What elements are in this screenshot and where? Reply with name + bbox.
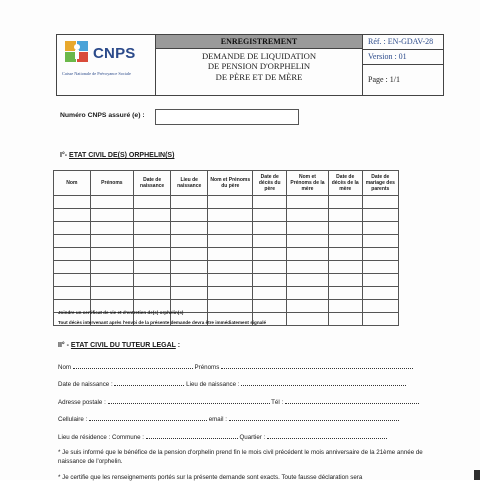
- prenoms-label: Prénoms: [194, 364, 220, 371]
- table-cell[interactable]: [90, 235, 133, 248]
- date-naissance-label: Date de naissance :: [58, 381, 113, 388]
- lieu-naissance-field[interactable]: [241, 379, 406, 386]
- table-cell[interactable]: [253, 248, 287, 261]
- table-cell[interactable]: [54, 235, 91, 248]
- email-field[interactable]: [229, 414, 399, 421]
- table-cell[interactable]: [171, 196, 208, 209]
- title-line: DE PENSION D'ORPHELIN: [207, 61, 311, 72]
- column-header: Date de mariage des parents: [362, 171, 398, 196]
- birth-line: [58, 379, 406, 388]
- table-cell[interactable]: [287, 196, 329, 209]
- section2-colon: :: [175, 342, 181, 349]
- reference-code: Réf. : EN-GDAV-28: [363, 35, 443, 50]
- table-cell[interactable]: [90, 287, 133, 300]
- table-cell[interactable]: [208, 209, 253, 222]
- table-cell[interactable]: [171, 274, 208, 287]
- table-cell[interactable]: [287, 248, 329, 261]
- commune-field[interactable]: [146, 432, 238, 439]
- table-cell[interactable]: [287, 287, 329, 300]
- table-cell[interactable]: [253, 261, 287, 274]
- section2-title: ETAT CIVIL DU TUTEUR LEGAL: [70, 342, 176, 349]
- cnps-logo-icon: [65, 41, 89, 63]
- table-row: [54, 209, 399, 222]
- table-cell[interactable]: [171, 248, 208, 261]
- cnps-number-field[interactable]: [155, 109, 299, 125]
- table-cell[interactable]: [90, 261, 133, 274]
- logo-subtitle: Caisse Nationale de Prévoyance Sociale: [62, 71, 131, 76]
- table-row: [54, 222, 399, 235]
- table-cell[interactable]: [362, 261, 398, 274]
- quartier-field[interactable]: [267, 432, 387, 439]
- section-banner: ENREGISTREMENT: [156, 35, 362, 49]
- table-cell[interactable]: [328, 274, 362, 287]
- prenoms-field[interactable]: [221, 362, 413, 369]
- table-cell[interactable]: [134, 287, 171, 300]
- table-cell[interactable]: [362, 313, 398, 326]
- table-cell[interactable]: [253, 235, 287, 248]
- table-cell[interactable]: [171, 235, 208, 248]
- orphans-table: [53, 170, 399, 326]
- table-cell[interactable]: [328, 196, 362, 209]
- table-cell[interactable]: [208, 300, 253, 313]
- table-cell[interactable]: [134, 209, 171, 222]
- adresse-label: Adresse postale :: [58, 399, 106, 406]
- table-cell[interactable]: [287, 235, 329, 248]
- logo-cell: [57, 35, 156, 95]
- table-cell[interactable]: [208, 274, 253, 287]
- table-cell[interactable]: [362, 300, 398, 313]
- cnps-number-label: Numéro CNPS assuré (e) :: [60, 112, 145, 119]
- column-header: Nom et Prénoms de la mère: [287, 171, 329, 196]
- column-header: Lieu de naissance: [171, 171, 208, 196]
- email-label: email :: [208, 416, 227, 423]
- tel-field[interactable]: [285, 397, 419, 404]
- table-cell[interactable]: [362, 248, 398, 261]
- table-cell[interactable]: [134, 274, 171, 287]
- table-cell[interactable]: [134, 222, 171, 235]
- address-line: [58, 397, 419, 406]
- death-report-note: Tout décès intervenant après l'envoi de la présente demande devra être immédiatement signalé: [58, 320, 267, 325]
- residence-label: Lieu de résidence : Commune :: [58, 434, 144, 441]
- section1-number: I°-: [60, 152, 68, 159]
- title-cell: [156, 35, 363, 95]
- table-cell[interactable]: [90, 274, 133, 287]
- table-cell[interactable]: [90, 222, 133, 235]
- table-row: [54, 235, 399, 248]
- table-row: [54, 196, 399, 209]
- title-line: DEMANDE DE LIQUIDATION: [201, 51, 317, 61]
- document-header: [56, 34, 444, 96]
- table-cell[interactable]: [287, 222, 329, 235]
- table-cell[interactable]: [253, 287, 287, 300]
- table-cell[interactable]: [362, 196, 398, 209]
- logo-text: CNPS: [93, 45, 136, 62]
- table-cell[interactable]: [171, 287, 208, 300]
- column-header: Date de décès de la mère: [328, 171, 362, 196]
- table-cell[interactable]: [208, 287, 253, 300]
- table-cell[interactable]: [90, 248, 133, 261]
- contact-line: [58, 414, 399, 423]
- table-cell[interactable]: [54, 248, 91, 261]
- table-cell[interactable]: [287, 274, 329, 287]
- table-row: [54, 287, 399, 300]
- pension-footnote: * Je suis informé que le bénéfice de la pension d'orphelin prend fin le mois civil précédent le mois anniversaire de la 21ème année de naissance de l'orphelin.: [58, 449, 423, 465]
- table-cell[interactable]: [54, 287, 91, 300]
- table-body: [54, 196, 399, 326]
- section2-number: II° -: [58, 342, 69, 349]
- table-cell[interactable]: [253, 274, 287, 287]
- column-header: Date de décès du père: [253, 171, 287, 196]
- table-cell[interactable]: [287, 261, 329, 274]
- table-cell[interactable]: [328, 261, 362, 274]
- table-cell[interactable]: [208, 248, 253, 261]
- table-cell[interactable]: [362, 209, 398, 222]
- table-cell[interactable]: [208, 196, 253, 209]
- date-naissance-field[interactable]: [114, 379, 184, 386]
- table-cell[interactable]: [208, 235, 253, 248]
- table-header-row: [54, 171, 399, 196]
- column-header: Nom: [54, 171, 91, 196]
- table-cell[interactable]: [253, 222, 287, 235]
- title-line: DE PÈRE ET DE MÈRE: [215, 71, 303, 82]
- table-row: [54, 248, 399, 261]
- name-line: [58, 362, 413, 371]
- table-cell[interactable]: [54, 209, 91, 222]
- table-cell[interactable]: [208, 222, 253, 235]
- table-cell[interactable]: [328, 222, 362, 235]
- reference-cell: [363, 35, 443, 95]
- table-cell[interactable]: [328, 300, 362, 313]
- table-cell[interactable]: [328, 248, 362, 261]
- adresse-field[interactable]: [108, 397, 270, 404]
- table-cell[interactable]: [362, 287, 398, 300]
- page-number: Page : 1/1: [368, 75, 400, 84]
- quartier-label: Quartier :: [239, 434, 266, 441]
- table-cell[interactable]: [287, 209, 329, 222]
- column-header: Prénoms: [90, 171, 133, 196]
- residence-line: [58, 432, 387, 441]
- table-cell[interactable]: [171, 261, 208, 274]
- column-header: Nom et Prénoms du père: [208, 171, 253, 196]
- scan-edge-mark: [474, 470, 480, 480]
- table-cell[interactable]: [362, 274, 398, 287]
- table-cell[interactable]: [54, 222, 91, 235]
- table-cell[interactable]: [253, 300, 287, 313]
- section1-heading: [60, 152, 174, 159]
- table-cell[interactable]: [362, 235, 398, 248]
- document-title: [156, 49, 362, 95]
- table-cell[interactable]: [208, 261, 253, 274]
- table-cell[interactable]: [287, 313, 329, 326]
- column-header: Date de naissance: [134, 171, 171, 196]
- cellulaire-field[interactable]: [89, 414, 207, 421]
- table-cell[interactable]: [253, 209, 287, 222]
- table-cell[interactable]: [362, 222, 398, 235]
- version-label: Version : 01: [363, 50, 443, 65]
- certification-footnote: * Je certifie que les renseignements portés sur la présente demande sont exacts. Toute fausse déclaration sera: [58, 474, 363, 481]
- table-cell[interactable]: [328, 287, 362, 300]
- table-cell[interactable]: [134, 235, 171, 248]
- table-cell[interactable]: [328, 235, 362, 248]
- table-cell[interactable]: [54, 196, 91, 209]
- table-cell[interactable]: [134, 261, 171, 274]
- table-row: [54, 261, 399, 274]
- table-cell[interactable]: [287, 300, 329, 313]
- section2-heading: [58, 342, 180, 349]
- section1-title: ETAT CIVIL DE(S) ORPHELIN(S): [69, 152, 175, 159]
- table-cell[interactable]: [90, 196, 133, 209]
- cellulaire-label: Cellulaire :: [58, 416, 88, 423]
- nom-label: Nom: [58, 364, 72, 371]
- table-cell[interactable]: [253, 196, 287, 209]
- table-cell[interactable]: [328, 209, 362, 222]
- table-cell[interactable]: [54, 261, 91, 274]
- table-cell[interactable]: [171, 209, 208, 222]
- lieu-naissance-label: Lieu de naissance :: [186, 381, 240, 388]
- table-row: [54, 274, 399, 287]
- table-cell[interactable]: [171, 222, 208, 235]
- table-cell[interactable]: [54, 274, 91, 287]
- table-cell[interactable]: [90, 209, 133, 222]
- table-cell[interactable]: [134, 248, 171, 261]
- nom-field[interactable]: [73, 362, 193, 369]
- tel-label: Tél :: [271, 399, 284, 406]
- table-cell[interactable]: [328, 313, 362, 326]
- table-cell[interactable]: [134, 196, 171, 209]
- certificate-note: Joindre un certificat de vie et d'entretien de(s) orphelin(s): [58, 310, 184, 315]
